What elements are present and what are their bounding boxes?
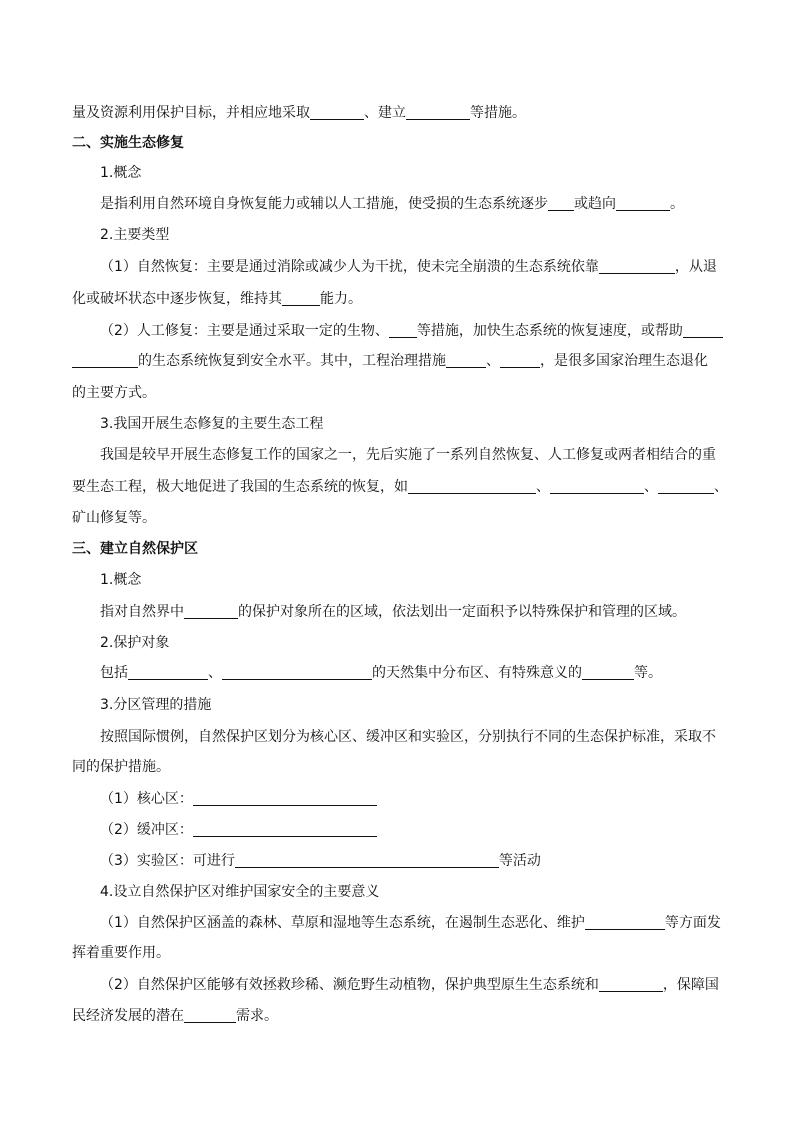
- subsection-heading: 1.概念: [100, 165, 142, 181]
- text-line: [100, 852, 541, 870]
- text-line: 的主要方式。: [72, 385, 156, 401]
- answer-blank[interactable]: [406, 106, 470, 120]
- text: 量及资源利用保护目标，并相应地采取: [72, 105, 310, 121]
- text-line: 按照国际惯例，自然保护区划分为核心区、缓冲区和实验区，分别执行不同的生态保护标准，采取不: [100, 729, 716, 745]
- answer-blank[interactable]: [582, 666, 634, 680]
- text-line: [72, 1007, 278, 1025]
- text: （2）人工修复：主要是通过采取一定的生物、: [100, 323, 389, 339]
- answer-blank[interactable]: [658, 480, 714, 494]
- answer-blank[interactable]: [389, 324, 417, 338]
- text: （1）核心区：: [100, 791, 193, 807]
- text: 包括: [100, 665, 128, 681]
- section-heading: 三、建立自然保护区: [72, 541, 198, 557]
- text: ，是很多国家治理生态退化: [540, 353, 708, 369]
- answer-blank[interactable]: [128, 666, 208, 680]
- text: 是指利用自然环境自身恢复能力或辅以人工措施，使受损的生态系统逐步: [100, 196, 548, 212]
- answer-blank[interactable]: [599, 260, 675, 274]
- text-line: [100, 258, 717, 276]
- answer-blank[interactable]: [184, 605, 238, 619]
- answer-blank[interactable]: [683, 324, 723, 338]
- text: 化或破坏状态中逐步恢复，维持其: [72, 291, 282, 307]
- section-heading: 二、实施生态修复: [72, 135, 184, 151]
- text-line: [100, 322, 723, 340]
- subsection-heading: 3.我国开展生态修复的主要生态工程: [100, 416, 324, 432]
- text: 等。: [634, 665, 662, 681]
- text: （3）实验区：可进行: [100, 853, 235, 869]
- text-line: [100, 821, 377, 839]
- subsection-heading: 1.概念: [100, 572, 142, 588]
- answer-blank[interactable]: [193, 823, 377, 837]
- text: 、: [208, 665, 222, 681]
- answer-blank[interactable]: [548, 197, 574, 211]
- text-line: [72, 290, 362, 308]
- text: 或趋向: [574, 196, 616, 212]
- text-line: [100, 976, 719, 994]
- text-line: 我国是较早开展生态修复工作的国家之一，先后实施了一系列自然恢复、人工修复或两者相结合的重: [100, 447, 716, 463]
- text: 、: [536, 479, 550, 495]
- answer-blank[interactable]: [193, 792, 377, 806]
- answer-blank[interactable]: [235, 854, 499, 868]
- answer-blank[interactable]: [599, 978, 663, 992]
- text-line: [100, 195, 684, 213]
- answer-blank[interactable]: [222, 666, 372, 680]
- text: ，从退: [674, 259, 717, 275]
- text: 能力。: [320, 291, 362, 307]
- text: 指对自然界中: [100, 604, 184, 620]
- text: 民经济发展的潜在: [72, 1008, 184, 1024]
- answer-blank[interactable]: [184, 1009, 236, 1023]
- answer-blank[interactable]: [500, 354, 540, 368]
- text: 、: [714, 479, 728, 495]
- text-line: 同的保护措施。: [72, 759, 170, 775]
- subsection-heading: 2.主要类型: [100, 227, 170, 243]
- text-line: [72, 104, 526, 122]
- text: 等措施，加快生态系统的恢复速度，或帮助: [416, 323, 683, 339]
- text: ，保障国: [662, 977, 719, 993]
- text-line: [100, 914, 721, 932]
- answer-blank[interactable]: [282, 292, 320, 306]
- text-line: [100, 664, 662, 682]
- text: 。: [670, 196, 684, 212]
- text: 要生态工程，极大地促进了我国的生态系统的恢复，如: [72, 479, 408, 495]
- text: （1）自然恢复：主要是通过消除或减少人为干扰，使未完全崩溃的生态系统依靠: [100, 259, 599, 275]
- text-line: [100, 603, 686, 621]
- text: 需求。: [236, 1008, 278, 1024]
- answer-blank[interactable]: [408, 480, 536, 494]
- text: （1）自然保护区涵盖的森林、草原和湿地等生态系统，在遏制生态恶化、维护: [100, 915, 585, 931]
- text-line: 矿山修复等。: [72, 510, 156, 526]
- text-line: [72, 478, 728, 496]
- text-line: 挥着重要作用。: [72, 945, 170, 961]
- subsection-heading: 2.保护对象: [100, 635, 170, 651]
- answer-blank[interactable]: [446, 354, 486, 368]
- text: 等方面发: [664, 915, 721, 931]
- text: 、: [486, 353, 500, 369]
- answer-blank[interactable]: [310, 106, 364, 120]
- text: 、: [644, 479, 658, 495]
- answer-blank[interactable]: [616, 197, 670, 211]
- answer-blank[interactable]: [550, 480, 644, 494]
- answer-blank[interactable]: [72, 354, 138, 368]
- text: （2）自然保护区能够有效拯救珍稀、濒危野生动植物，保护典型原生生态系统和: [100, 977, 599, 993]
- text: 等活动: [498, 853, 541, 869]
- text: 、建立: [364, 105, 406, 121]
- text: （2）缓冲区：: [100, 822, 193, 838]
- text: 等措施。: [470, 105, 526, 121]
- text: 的保护对象所在的区域，依法划出一定面积予以特殊保护和管理的区域。: [238, 604, 686, 620]
- answer-blank[interactable]: [585, 916, 665, 930]
- text-line: [100, 790, 377, 808]
- text: 的生态系统恢复到安全水平。其中，工程治理措施: [138, 353, 446, 369]
- subsection-heading: 3.分区管理的措施: [100, 697, 212, 713]
- text-line: [72, 352, 708, 370]
- subsection-heading: 4.设立自然保护区对维护国家安全的主要意义: [100, 884, 380, 900]
- text: 的天然集中分布区、有特殊意义的: [372, 665, 582, 681]
